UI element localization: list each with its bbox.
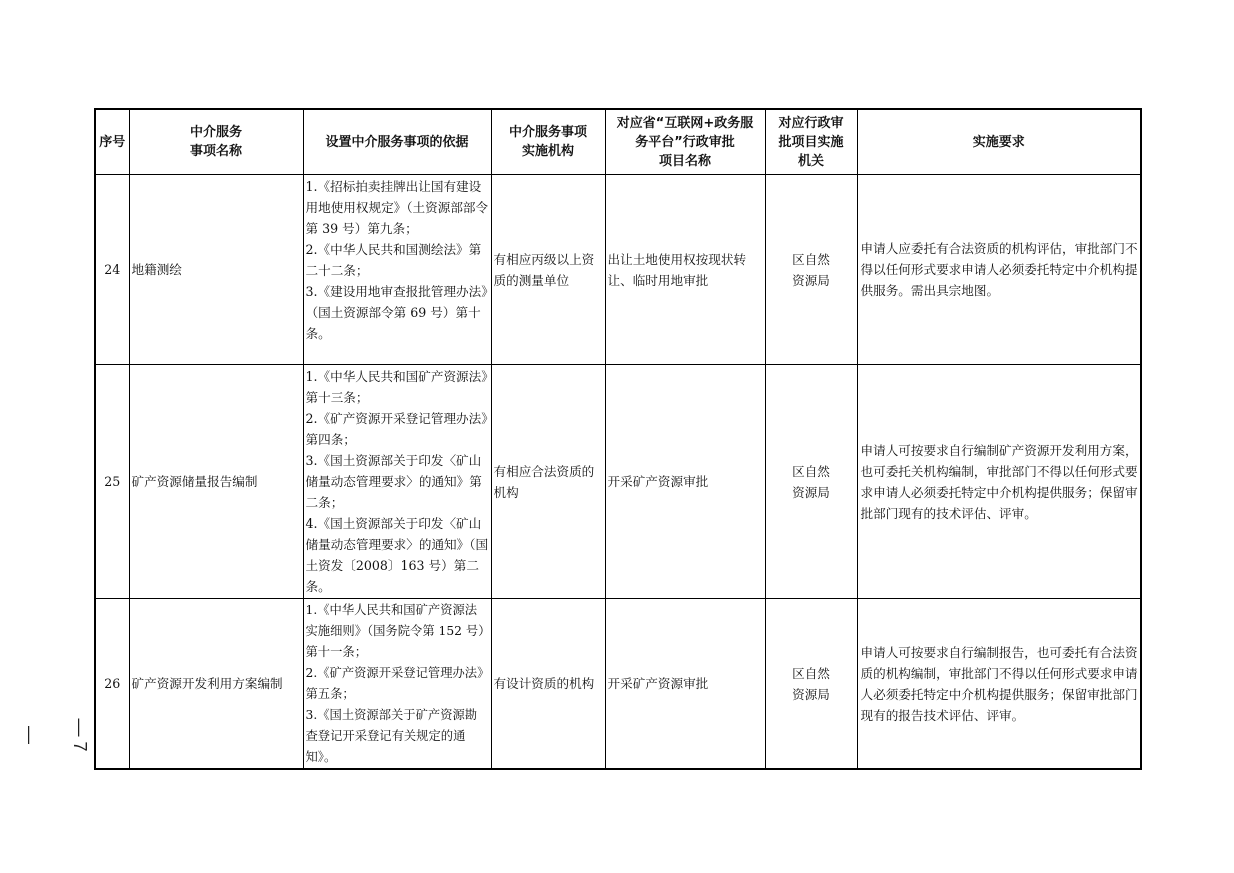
header-authority: 对应行政审 批项目实施 机关 bbox=[765, 109, 857, 175]
service-items-table bbox=[94, 108, 1142, 770]
table-row bbox=[95, 175, 1141, 365]
row-basis bbox=[303, 365, 491, 599]
row-org: 有相应丙级以上资质的测量单位 bbox=[491, 175, 605, 365]
row-requirement: 申请人可按要求自行编制报告，也可委托有合法资质的机构编制，审批部门不得以任何形式要求申请人必须委托特定中介机构提供服务；保留审批部门现有的报告技术评估、评审。 bbox=[857, 599, 1141, 770]
table-row bbox=[95, 599, 1141, 770]
row-basis bbox=[303, 599, 491, 770]
header-requirement: 实施要求 bbox=[857, 109, 1141, 175]
row-requirement: 申请人可按要求自行编制矿产资源开发利用方案，也可委托关机构编制，审批部门不得以任何形式要求申请人必须委托特定中介机构提供服务；保留审批部门现有的技术评估、评审。 bbox=[857, 365, 1141, 599]
row-serial: 26 bbox=[95, 599, 129, 770]
basis-line: 1.《中华人民共和国矿产资源法实施细则》（国务院令第 152 号）第十一条； bbox=[305, 603, 485, 659]
row-serial: 25 bbox=[95, 365, 129, 599]
row-basis bbox=[303, 175, 491, 365]
basis-line: 1.《招标拍卖挂牌出让国有建设用地使用权规定》（土资源部部令第 39 号）第九条； bbox=[305, 179, 489, 236]
row-approval-item: 开采矿产资源审批 bbox=[605, 365, 765, 599]
table-row bbox=[95, 365, 1141, 599]
basis-line: 4.《国土资源部关于印发〈矿山储量动态管理要求〉的通知》（国土资发〔2008〕163 号）第二条。 bbox=[305, 516, 489, 594]
header-approval-item: 对应省“互联网+政务服 务平台”行政审批 项目名称 bbox=[605, 109, 765, 175]
basis-line: 2.《中华人民共和国测绘法》第二十二条； bbox=[305, 242, 482, 278]
row-authority: 区自然 资源局 bbox=[765, 365, 857, 599]
row-item-name: 矿产资源储量报告编制 bbox=[129, 365, 303, 599]
header-item-name: 中介服务 事项名称 bbox=[129, 109, 303, 175]
row-org: 有设计资质的机构 bbox=[491, 599, 605, 770]
basis-line: 2.《矿产资源开采登记管理办法》第五条； bbox=[305, 666, 484, 701]
header-org: 中介服务事项 实施机构 bbox=[491, 109, 605, 175]
basis-line: 3.《国土资源部关于印发〈矿山储量动态管理要求〉的通知》第二条； bbox=[305, 453, 482, 510]
row-approval-item: 开采矿产资源审批 bbox=[605, 599, 765, 770]
row-requirement: 申请人应委托有合法资质的机构评估，审批部门不得以任何形式要求申请人必须委托特定中介机构提供服务。需出具宗地图。 bbox=[857, 175, 1141, 365]
page-number: — 7 — bbox=[20, 718, 90, 752]
row-org: 有相应合法资质的机构 bbox=[491, 365, 605, 599]
basis-line: 3.《国土资源部关于矿产资源勘查登记开采登记有关规定的通知》。 bbox=[305, 708, 478, 764]
row-approval-item: 出让土地使用权按现状转让、临时用地审批 bbox=[605, 175, 765, 365]
table-header-row bbox=[95, 109, 1141, 175]
basis-line: 1.《中华人民共和国矿产资源法》第十三条； bbox=[305, 369, 488, 405]
row-item-name: 地籍测绘 bbox=[129, 175, 303, 365]
header-serial: 序号 bbox=[95, 109, 129, 175]
basis-line: 3.《建设用地审查报批管理办法》（国土资源部令第 69 号）第十条。 bbox=[305, 284, 488, 341]
row-authority: 区自然 资源局 bbox=[765, 599, 857, 770]
basis-line: 2.《矿产资源开采登记管理办法》第四条； bbox=[305, 411, 488, 447]
header-basis: 设置中介服务事项的依据 bbox=[303, 109, 491, 175]
row-authority: 区自然 资源局 bbox=[765, 175, 857, 365]
row-serial: 24 bbox=[95, 175, 129, 365]
row-item-name: 矿产资源开发利用方案编制 bbox=[129, 599, 303, 770]
